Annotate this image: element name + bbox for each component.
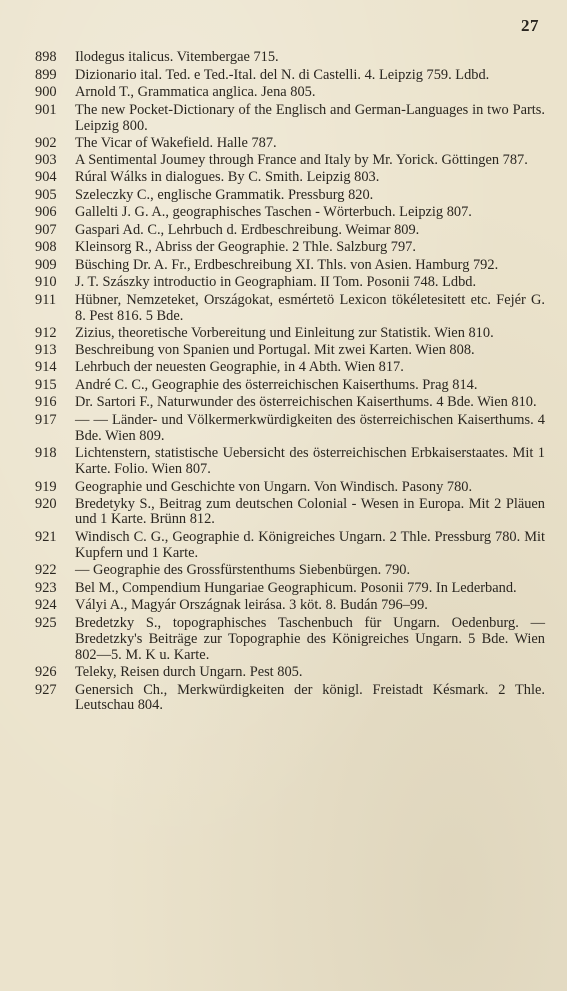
- entry-text: Kleinsorg R., Abriss der Geographie. 2 Thle. Salzburg 797.: [75, 238, 416, 255]
- entry-number: 927: [35, 681, 57, 698]
- catalog-entry: [35, 68, 545, 84]
- entry-number: 903: [35, 152, 57, 169]
- entry-number: 902: [35, 134, 57, 151]
- entry-number: 904: [35, 169, 57, 186]
- entry-text: Lichtenstern, statistische Uebersicht des österreichischen Erbkaiserstaates. Mit 1 Karte. Folio. Wien 807.: [75, 444, 545, 477]
- catalog-entry: [35, 530, 545, 562]
- catalog-entry: [35, 188, 545, 204]
- entry-number: 922: [35, 562, 57, 579]
- entry-number: 906: [35, 204, 57, 221]
- page-number: 27: [521, 16, 539, 35]
- catalog-entry: [35, 395, 545, 411]
- entry-number: 926: [35, 663, 57, 680]
- catalog-entry: [35, 103, 545, 135]
- entry-text: Arnold T., Grammatica anglica. Jena 805.: [75, 83, 316, 100]
- entry-text: Lehrbuch der neuesten Geographie, in 4 Abth. Wien 817.: [75, 359, 404, 376]
- catalog-entry: [35, 446, 545, 478]
- entry-number: 901: [35, 101, 57, 118]
- entry-text: A Sentimental Joumey through France and Italy by Mr. Yorick. Göttingen 787.: [75, 152, 528, 169]
- entry-text: Dizionario ital. Ted. e Ted.-Ital. del N. di Castelli. 4. Leipzig 759. Ldbd.: [75, 66, 490, 83]
- entry-number: 907: [35, 222, 57, 239]
- entry-number: 899: [35, 66, 57, 83]
- entry-text: The new Pocket-Dictionary of the Englisch and German-Languages in two Parts. Leipzig 800.: [75, 101, 545, 134]
- entry-number: 924: [35, 597, 57, 613]
- entry-number: 912: [35, 324, 57, 341]
- catalog-entry: [35, 683, 545, 715]
- entry-number: 898: [35, 49, 57, 65]
- catalog-entry: [35, 343, 545, 359]
- entry-text: Büsching Dr. A. Fr., Erdbeschreibung XI. Thls. von Asien. Hamburg 792.: [75, 256, 499, 273]
- entry-text: André C. C., Geographie des österreichischen Kaiserthums. Prag 814.: [75, 377, 478, 394]
- entry-number: 905: [35, 187, 57, 204]
- entry-number: 920: [35, 495, 57, 512]
- catalog-entry: [35, 581, 545, 597]
- catalog-entry: [35, 480, 545, 496]
- entry-number: 918: [35, 444, 57, 461]
- catalog-entry: [35, 326, 545, 342]
- entry-text: Rúral Wálks in dialogues. By C. Smith. Leipzig 803.: [75, 169, 380, 186]
- entry-number: 919: [35, 478, 57, 495]
- catalog-entry: [35, 665, 545, 681]
- entry-number: 915: [35, 377, 57, 394]
- entry-text: J. T. Szászky introductio in Geographiam. II Tom. Posonii 748. Ldbd.: [75, 273, 477, 290]
- entry-text: Zizius, theoretische Vorbereitung und Einleitung zur Statistik. Wien 810.: [75, 324, 494, 341]
- entry-text: Dr. Sartori F., Naturwunder des österreichischen Kaiserthums. 4 Bde. Wien 810.: [75, 394, 537, 411]
- catalog-entry: [35, 497, 545, 529]
- entry-text: Bredetyky S., Beitrag zum deutschen Colonial - Wesen in Europa. Mit 2 Pläuen und 1 Karte. Brünn 812.: [75, 495, 545, 528]
- entry-number: 909: [35, 256, 57, 273]
- catalog-entry: [35, 378, 545, 394]
- catalog-entry: [35, 223, 545, 239]
- catalog-entry: [35, 616, 545, 664]
- entry-text: — — Länder- und Völkermerkwürdigkeiten des österreichischen Kaiserthums. 4 Bde. Wien 809.: [75, 412, 545, 444]
- catalog-entry: [35, 205, 545, 221]
- entry-text: — Geographie des Grossfürstenthums Siebenbürgen. 790.: [75, 562, 411, 579]
- entry-text: The Vicar of Wakefield. Halle 787.: [75, 134, 277, 151]
- entry-number: 900: [35, 83, 57, 100]
- entry-text: Gallelti J. G. A., geographisches Taschen - Wörterbuch. Leipzig 807.: [75, 204, 472, 221]
- entry-number: 911: [35, 291, 57, 308]
- entry-number: 923: [35, 580, 57, 597]
- catalog-listing: [35, 50, 545, 714]
- entry-text: Bredetzky S., topographisches Taschenbuch für Ungarn. Oedenburg. — Bredetzky's Beiträge zur Topographie des Königreiches Ungarn. 5 Bde. Wien 802—5. M. K u. Karte.: [75, 614, 545, 663]
- entry-text: Vályi A., Magyár Országnak leirása. 3 köt. 8. Budán 796–99.: [75, 597, 428, 613]
- entry-text: Bel M., Compendium Hungariae Geographicum. Posonii 779. In Lederband.: [75, 580, 517, 597]
- entry-text: Genersich Ch., Merkwürdigkeiten der königl. Freistadt Késmark. 2 Thle. Leutschau 804.: [75, 681, 545, 714]
- catalog-entry: [35, 85, 545, 101]
- catalog-entry: [35, 50, 545, 66]
- catalog-entry: [35, 170, 545, 186]
- catalog-entry: [35, 136, 545, 152]
- entry-text: Geographie und Geschichte von Ungarn. Von Windisch. Pasony 780.: [75, 478, 473, 495]
- entry-number: 921: [35, 529, 57, 546]
- entry-number: 914: [35, 359, 57, 376]
- catalog-entry: [35, 275, 545, 291]
- catalog-entry: [35, 240, 545, 256]
- entry-text: Windisch C. G., Geographie d. Königreiches Ungarn. 2 Thle. Pressburg 780. Mit Kupfern und 1 Karte.: [75, 529, 545, 562]
- entry-number: 925: [35, 614, 57, 631]
- entry-number: 917: [35, 412, 57, 429]
- entry-number: 910: [35, 273, 57, 290]
- entry-text: Teleky, Reisen durch Ungarn. Pest 805.: [75, 663, 303, 680]
- entry-number: 916: [35, 394, 57, 411]
- entry-number: 908: [35, 238, 57, 255]
- catalog-entry: [35, 563, 545, 579]
- entry-text: Hübner, Nemzeteket, Országokat, esmértetö Lexicon tökéletesitett etc. Fejér G. 8. Pest 816. 5 Bde.: [75, 291, 545, 324]
- entry-text: Ilodegus italicus. Vitembergae 715.: [75, 49, 279, 65]
- catalog-entry: [35, 153, 545, 169]
- entry-text: Szeleczky C., englische Grammatik. Pressburg 820.: [75, 187, 374, 204]
- catalog-entry: [35, 258, 545, 274]
- catalog-entry: [35, 413, 545, 445]
- entry-number: 913: [35, 342, 57, 359]
- catalog-entry: [35, 293, 545, 325]
- catalog-entry: [35, 360, 545, 376]
- entry-text: Gaspari Ad. C., Lehrbuch d. Erdbeschreibung. Weimar 809.: [75, 222, 420, 239]
- catalog-entry: [35, 598, 545, 614]
- entry-text: Beschreibung von Spanien und Portugal. Mit zwei Karten. Wien 808.: [75, 342, 475, 359]
